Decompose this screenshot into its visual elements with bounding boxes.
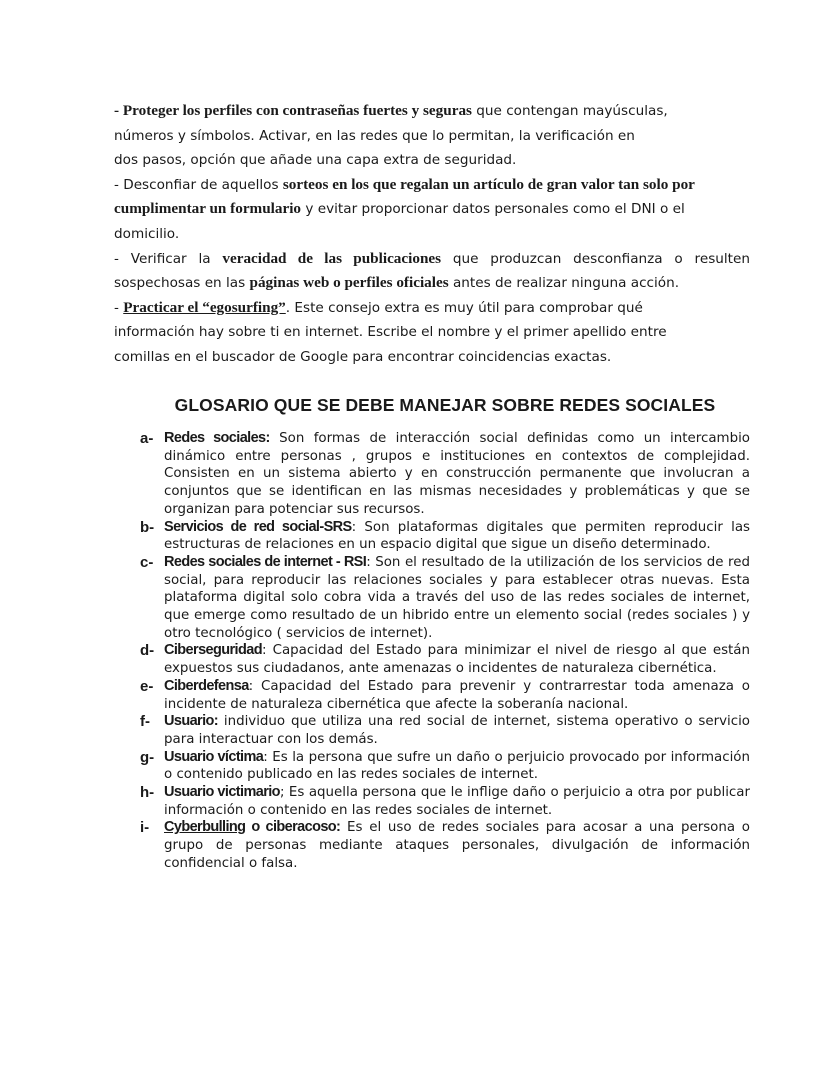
tip-text: información hay sobre ti en internet. Escribe el nombre y el primer apellido entre <box>114 324 667 341</box>
glossary-definition: ; Es aquella persona que le inflige daño o perjuicio a otra por publicar información o contenido en las redes sociales de internet. <box>164 785 750 818</box>
glossary-term: o ciberacoso: <box>245 819 341 836</box>
item-letter: a- <box>140 430 154 447</box>
security-tips <box>114 99 750 370</box>
glossary-item <box>140 554 750 643</box>
tip-text: . Este consejo extra es muy útil para comprobar qué <box>285 299 643 316</box>
item-letter: i- <box>140 819 150 837</box>
glossary-term: Usuario: <box>164 713 219 730</box>
tip-line <box>114 99 750 124</box>
glossary-item <box>140 678 750 713</box>
emphasis-text: cumplimentar un formulario <box>114 200 302 218</box>
tip-text: dos pasos, opción que añade una capa extra de seguridad. <box>114 152 517 169</box>
emphasis-text: veracidad de las publicaciones <box>222 249 442 267</box>
glossary-definition: individuo que utiliza una red social de internet, sistema operativo o servicio para interactuar con los demás. <box>164 714 750 747</box>
emphasis-text: páginas web o perfiles oficiales <box>249 274 449 292</box>
item-letter: e- <box>140 677 154 695</box>
glossary-term: Ciberseguridad <box>164 642 262 659</box>
glossary-definition: : Capacidad del Estado para prevenir y contrarrestar toda amenaza o incidente de naturaleza cibernética que afecte la soberanía nacional. <box>164 678 750 712</box>
tip-text: que produzcan desconfianza o resulten <box>441 250 750 267</box>
glossary-term: Servicios de red social-SRS <box>164 518 352 535</box>
item-letter: g- <box>140 748 155 766</box>
glossary-item <box>140 713 750 748</box>
tip-text: que contengan mayúsculas, <box>471 103 668 119</box>
glossary-item <box>140 642 750 677</box>
tip-text: comillas en el buscador de Google para encontrar coincidencias exactas. <box>114 348 612 365</box>
tip-line <box>114 148 750 173</box>
emphasis-text: Practicar el “egosurfing” <box>123 298 286 316</box>
tip-text: - Desconfiar de aquellos <box>114 176 283 193</box>
tip-line <box>114 222 750 247</box>
tip-text: domicilio. <box>114 225 180 242</box>
glossary-term: Usuario victimario <box>164 784 280 801</box>
item-letter: f- <box>140 713 150 731</box>
glossary-term: Redes sociales: <box>164 430 270 446</box>
glossary-term-underlined: Cyberbulling <box>164 819 246 836</box>
glossary-definition: : Son el resultado de la utilización de los servicios de red social, para reproducir las relaciones sociales y para establecer otras nuevas. Esta plataforma digital solo cobra vida a través del uso de las redes sociales de internet, que emerge como resultado de un hibrido entre un elemento social (redes sociales ) y otro tecnológico ( servicios de internet). <box>164 554 750 641</box>
item-letter: c- <box>140 553 154 571</box>
tip-line <box>114 296 750 321</box>
glossary-definition: : Es la persona que sufre un daño o perjuicio provocado por información o contenido publicado en las redes sociales de internet. <box>164 749 750 783</box>
glossary-definition: Es el uso de redes sociales para acosar a una persona o grupo de personas mediante ataques personales, divulgación de información confidencial o falsa. <box>164 820 750 871</box>
tip-line <box>114 320 750 345</box>
emphasis-text: - Proteger los perfiles con contraseñas fuertes y seguras <box>114 102 472 119</box>
glossary-term: Usuario víctima <box>164 748 264 765</box>
glossary-list <box>140 430 750 873</box>
tip-line <box>114 173 750 198</box>
glossary-item <box>140 519 750 554</box>
glossary-definition: : Capacidad del Estado para minimizar el nivel de riesgo al que están expuestos sus ciudadanos, ante amenazas o incidentes de naturaleza cibernética. <box>164 643 750 677</box>
glossary-term: Ciberdefensa <box>164 677 249 694</box>
item-letter: d- <box>140 642 155 660</box>
tip-line <box>114 197 750 222</box>
tip-line <box>114 124 750 149</box>
tip-text: antes de realizar ninguna acción. <box>448 275 680 292</box>
tip-text: - <box>114 299 124 316</box>
tip-text: - Verificar la <box>114 250 223 267</box>
tip-line <box>114 271 750 296</box>
glossary-title: GLOSARIO QUE SE DEBE MANEJAR SOBRE REDES SOCIALES <box>174 395 716 415</box>
tip-text: sospechosas en las <box>114 275 250 292</box>
glossary-term: Redes sociales de internet - RSI <box>164 553 367 570</box>
emphasis-text: sorteos en los que regalan un artículo de gran valor tan solo por <box>282 175 695 193</box>
item-letter: b- <box>140 518 155 536</box>
tip-line <box>114 345 750 370</box>
glossary-item <box>140 749 750 784</box>
glossary-definition: Son formas de interacción social definidas como un intercambio dinámico entre personas , grupos e instituciones en contextos de complejidad. Consisten en un sistema abierto y en construcción permanente que involucran a conjuntos que se identifican en las mismas necesidades y problemáticas y que se organizan para potenciar sus recursos. <box>164 431 750 517</box>
item-letter: h- <box>140 784 155 802</box>
tip-line <box>114 247 750 272</box>
tip-text: números y símbolos. Activar, en las redes que lo permitan, la verificación en <box>114 127 635 144</box>
glossary-item <box>140 819 750 872</box>
glossary-item <box>140 430 750 519</box>
glossary-definition: : Son plataformas digitales que permiten reproducir las estructuras de relaciones en un espacio digital que sigue un diseño determinado. <box>164 519 751 553</box>
tip-text: y evitar proporcionar datos personales como el DNI o el <box>301 201 685 218</box>
glossary-item <box>140 784 750 819</box>
